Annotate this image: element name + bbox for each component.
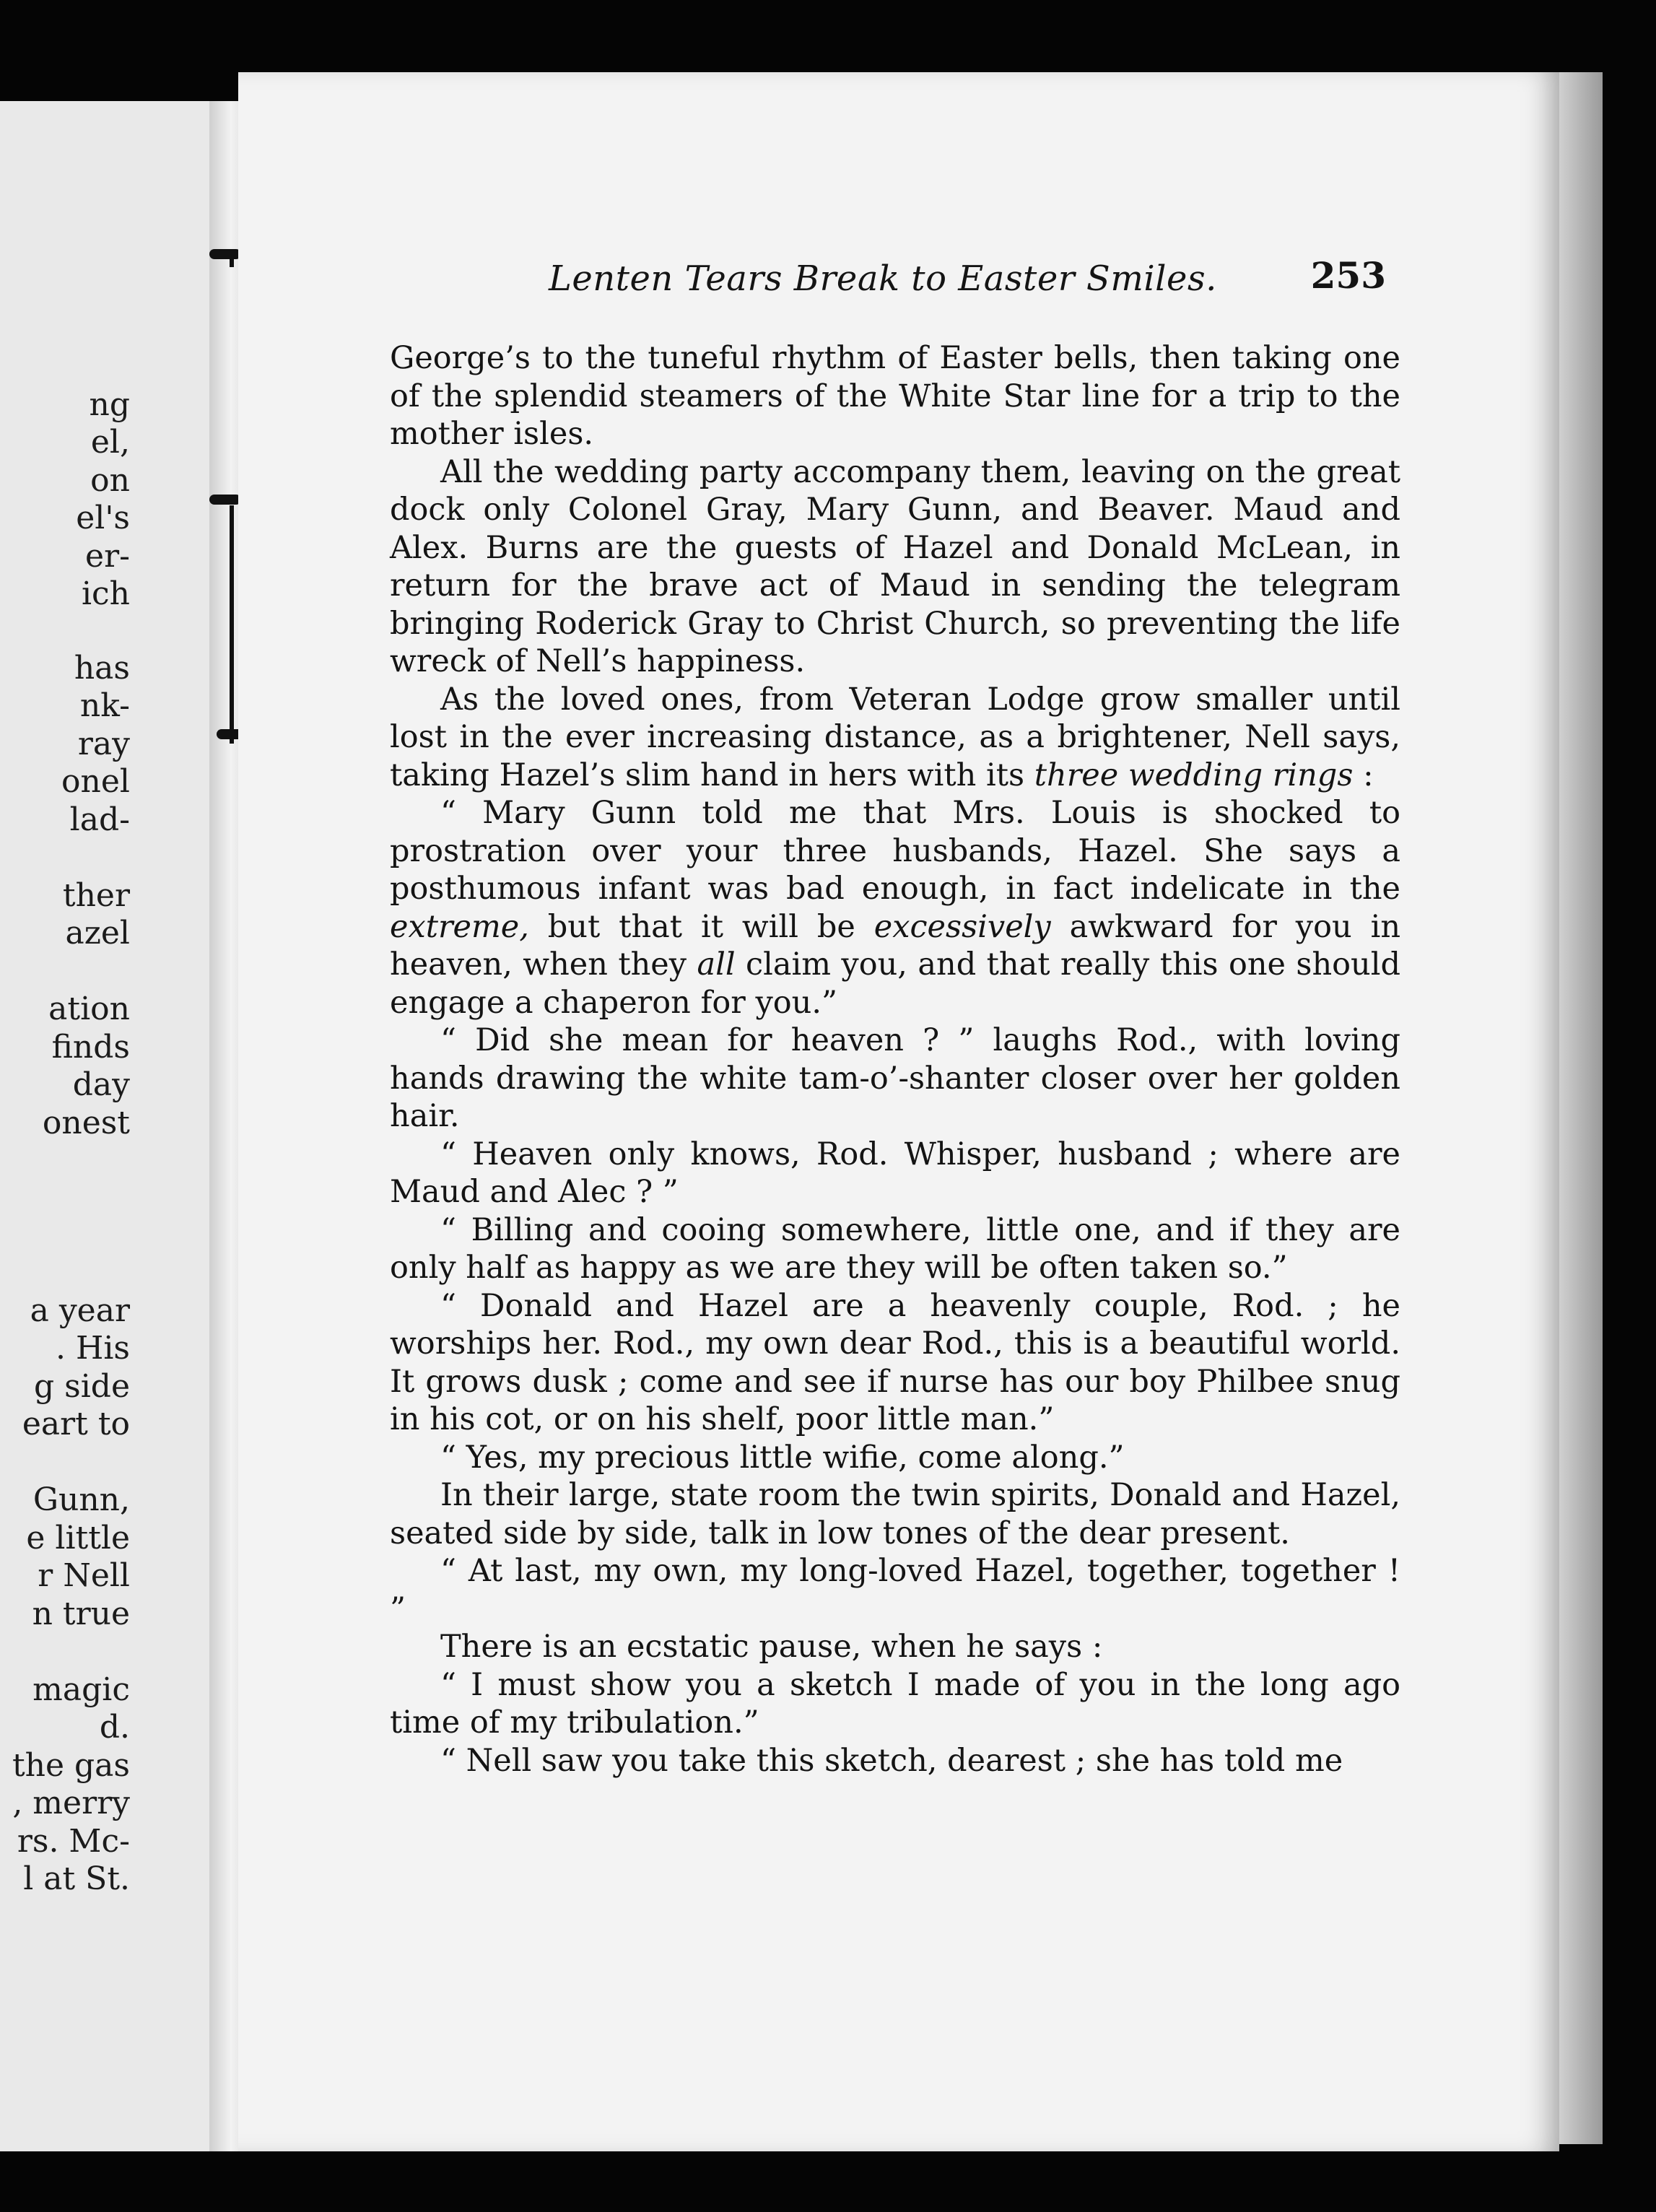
left-fragment: ng — [89, 386, 130, 423]
paragraph: “ At last, my own, my long-loved Hazel, together, together ! ” — [390, 1553, 1400, 1627]
paragraph: “ I must show you a sketch I made of you in the long ago time of my tribulation.” — [390, 1666, 1400, 1741]
left-fragment: on — [90, 462, 130, 499]
left-fragment: d. — [99, 1709, 130, 1746]
left-fragment: . His — [56, 1330, 130, 1367]
paragraph: All the wedding party accompany them, leaving on the great dock only Colonel Gray, Mary Gunn, and Beaver. Maud and Alex. Burns are the guests of Hazel and Donald McLean, in return for the brave act of Maud in sending the telegram bringing Roderick Gray to Christ Church, so preventing the life wreck of Nell’s happiness. — [390, 453, 1400, 679]
paragraph: In their large, state room the twin spirits, Donald and Hazel, seated side by side, talk in low tones of the dear present. — [390, 1477, 1400, 1551]
left-fragment: rs. Mc- — [17, 1823, 130, 1860]
left-fragment: e little — [26, 1520, 130, 1556]
binding-stitch-knot — [209, 249, 241, 259]
paragraph-text: “ Mary Gunn told me that Mrs. Louis is shocked to prostration over your three husbands, Hazel. She says a posthumous infant was bad enough, in fact indelicate in the — [390, 795, 1400, 907]
paragraph: “ Did she mean for heaven ? ” laughs Rod., with loving hands drawing the white tam-o’-shanter closer over her golden hair. — [390, 1022, 1400, 1134]
paragraph: “ Heaven only knows, Rod. Whisper, husband ; where are Maud and Alec ? ” — [390, 1136, 1400, 1210]
page-number: 253 — [1310, 254, 1386, 297]
running-title: Lenten Tears Break to Easter Smiles. — [549, 258, 1217, 299]
left-page — [0, 101, 217, 2151]
left-fragment: has — [74, 650, 130, 687]
left-fragment: n true — [32, 1595, 130, 1632]
paragraph-text: : — [1353, 757, 1374, 793]
binding-stitch-knot — [209, 495, 241, 505]
paragraph-text: awkward for you in heaven, when they — [390, 908, 1401, 983]
left-fragment: r Nell — [38, 1557, 130, 1594]
left-fragment: azel — [65, 915, 130, 952]
paragraph: “ Donald and Hazel are a heavenly couple, Rod. ; he worships her. Rod., my own dear Rod., this is a beautiful world. It grows dusk ; come and see if nurse has our boy Philbee snug in his cot, or on his shelf, poor little man.” — [390, 1287, 1400, 1437]
paragraph-text: As the loved ones, from Veteran Lodge grow smaller until lost in the ever increasing distance, as a brightener, Nell says, taking Hazel’s slim hand in hers with its — [390, 681, 1400, 793]
left-fragment: eart to — [22, 1406, 130, 1442]
paragraph — [390, 794, 1400, 1022]
left-fragment: nk- — [79, 687, 130, 724]
left-fragment: ray — [77, 726, 130, 762]
left-page-text-fragments — [0, 101, 130, 2151]
left-fragment: the gas — [12, 1747, 130, 1784]
left-fragment: , merry — [12, 1785, 130, 1821]
left-fragment: el's — [76, 500, 130, 536]
left-fragment: a year — [30, 1292, 130, 1329]
emphasis-text: all — [697, 946, 736, 983]
emphasis-text: extreme, — [390, 908, 529, 945]
body-text — [390, 339, 1400, 1780]
running-head — [549, 254, 1386, 309]
paragraph-text: claim you, and that really this one should engage a chaperon for you.” — [390, 946, 1400, 1021]
paragraph-text: but that it will be — [528, 908, 874, 945]
left-fragment: g side — [33, 1368, 130, 1405]
emphasis-text: excessively — [873, 908, 1051, 945]
paragraph — [390, 681, 1400, 795]
left-fragment: magic — [32, 1671, 130, 1708]
paragraph: “ Nell saw you take this sketch, dearest ; she has told me — [440, 1742, 1343, 1779]
left-fragment: lad- — [69, 801, 130, 838]
left-fragment: er- — [85, 538, 130, 575]
left-fragment: ation — [48, 990, 130, 1027]
left-fragment: el, — [90, 424, 130, 461]
paragraph: George’s to the tuneful rhythm of Easter bells, then taking one of the splendid steamers of the White Star line for a trip to the mother isles. — [390, 340, 1400, 452]
binding-stitch — [230, 505, 234, 744]
emphasis-text: three wedding rings — [1034, 757, 1354, 793]
left-fragment: ther — [62, 877, 130, 914]
paragraph: “ Billing and cooing somewhere, little one, and if they are only half as happy as we are they will be often taken so.” — [390, 1211, 1400, 1286]
left-fragment: ich — [81, 575, 130, 612]
left-fragment: l at St. — [23, 1860, 130, 1897]
left-fragment: Gunn, — [32, 1481, 130, 1518]
left-fragment: day — [72, 1066, 130, 1103]
left-fragment: finds — [51, 1029, 130, 1066]
paragraph: There is an ecstatic pause, when he says : — [440, 1629, 1103, 1665]
left-fragment: onel — [61, 763, 130, 800]
paragraph: “ Yes, my precious little wifie, come along.” — [440, 1439, 1125, 1476]
page-edge-shadow — [1559, 72, 1603, 2144]
left-fragment: onest — [42, 1105, 130, 1141]
